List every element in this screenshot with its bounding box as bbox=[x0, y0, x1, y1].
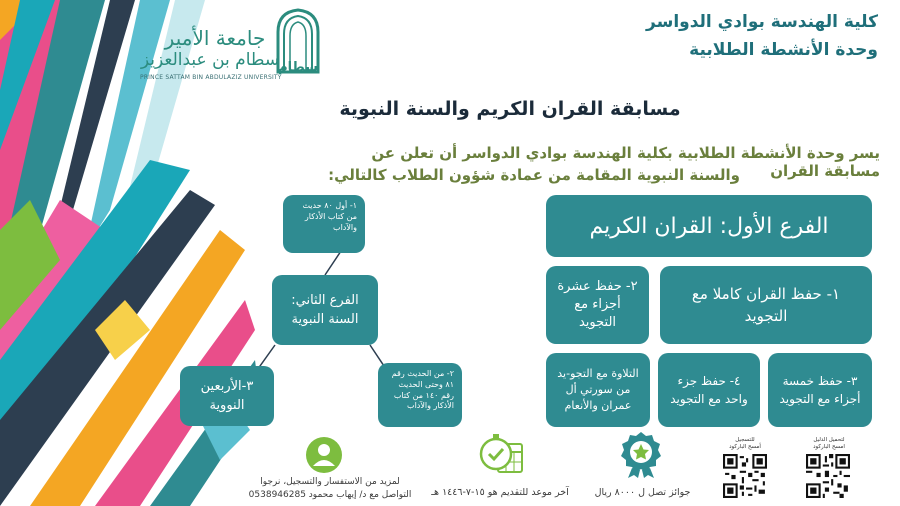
branch2-item-1: ١- أول ٨٠ حديث من كتاب الأذكار والآداب bbox=[283, 195, 365, 253]
qr-register-code[interactable] bbox=[723, 454, 767, 498]
qr-guide-caption-line1: لتحميل الدليل bbox=[813, 437, 845, 443]
contact-line1: لمزيد من الاستفسار والتسجيل، نرجوا bbox=[260, 477, 400, 487]
branch2-title-line1: الفرع الثاني: bbox=[291, 292, 359, 308]
branch1-item-2 bbox=[546, 266, 649, 344]
branch1-title bbox=[546, 195, 872, 257]
university-name-line2: سطام بن عبدالعزيز bbox=[140, 50, 280, 70]
contact-line2: التواصل مع د/ إيهاب محمود 0538946285 bbox=[248, 490, 412, 500]
branch1-title-text: الفرع الأول: القران الكريم bbox=[589, 213, 829, 239]
university-name-en: PRINCE SATTAM BIN ABDULAZIZ UNIVERSITY bbox=[140, 74, 282, 81]
branch1-item-5 bbox=[546, 353, 650, 427]
branch2-title-line2: السنة النبوية bbox=[291, 312, 359, 327]
award-badge-icon bbox=[619, 430, 663, 478]
branch1-item-2-text: ٢- حفظ عشرة أجزاء مع التجويد bbox=[557, 278, 638, 331]
logo-wordmark: سطام bbox=[278, 60, 318, 75]
prizes-text: جوائز تصل ل ٨٠٠٠ ريال bbox=[594, 487, 691, 498]
branch1-item-4 bbox=[658, 353, 760, 427]
stopwatch-calendar-icon bbox=[476, 428, 526, 478]
branch2-item-2: ٢- من الحديث رقم ٨١ وحتى الحديث رقم ١٤٠ من كتاب الأذكار والآداب bbox=[378, 363, 462, 427]
branch2-item-3-line2: النووية bbox=[209, 398, 245, 413]
qr-register-caption bbox=[714, 437, 776, 450]
university-name-line1: جامعة الأمير bbox=[164, 26, 266, 50]
branch2-item-3-line1: ٣-الأربعين bbox=[200, 378, 254, 394]
branch2-title bbox=[272, 275, 378, 345]
college-name: كلية الهندسة بوادي الدواسر bbox=[646, 12, 878, 32]
person-icon bbox=[305, 436, 343, 474]
branch1-item-3-text: ٣- حفظ خمسة أجزاء مع التجويد bbox=[779, 374, 861, 406]
qr-guide-code[interactable] bbox=[806, 454, 850, 498]
qr-register-caption-line1: للتسجيل bbox=[735, 437, 755, 443]
qr-guide-caption bbox=[798, 437, 860, 450]
branch1-item-3 bbox=[768, 353, 872, 427]
branch1-item-1 bbox=[660, 266, 872, 344]
page-title: مسابقة القران الكريم والسنة النبوية bbox=[339, 98, 681, 120]
unit-name: وحدة الأنشطة الطلابية bbox=[689, 40, 878, 60]
branch2-item-3 bbox=[180, 366, 274, 426]
branch1-item-1-text: ١- حفظ القران كاملا مع التجويد bbox=[691, 284, 841, 325]
branch1-item-5-text: التلاوة مع التجو-يد من سورتي أل عمران والأنعام bbox=[557, 367, 639, 412]
intro-line2: والسنة النبوية المقامة من عمادة شؤون الطلاب كالتالي: bbox=[328, 166, 740, 184]
deadline-text: آخر موعد للتقديم هو ١٥-٧-١٤٤٦ هـ bbox=[431, 487, 569, 498]
qr-guide-caption-line2: امسح الباركود bbox=[813, 443, 845, 450]
intro-line1: يسر وحدة الأنشطة الطلابية بكلية الهندسة بوادي الدواسر أن تعلن عن مسابقة القران bbox=[371, 144, 880, 180]
qr-register-caption-line2: أمسح الباركود bbox=[729, 443, 761, 450]
branch1-item-4-text: ٤- حفظ جزء واحد مع التجويد bbox=[670, 374, 748, 406]
